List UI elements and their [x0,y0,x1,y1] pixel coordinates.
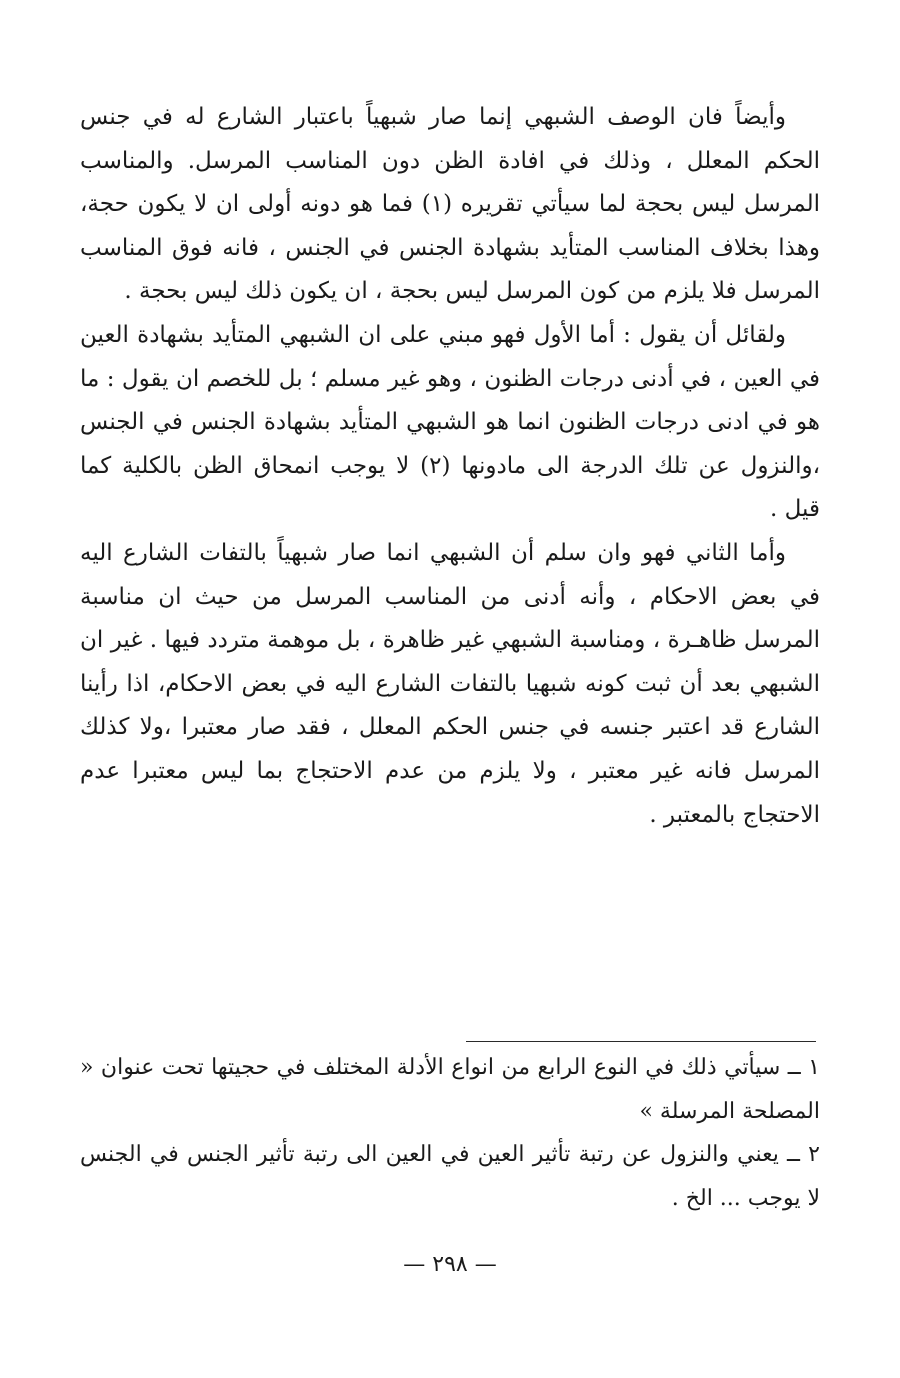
main-text [80,96,820,837]
paragraph-2: ولقائل أن يقول : أما الأول فهو مبني على ان الشبهي المتأيد بشهادة العين في العين ، في أدنى درجات الظنون ، وهو غير مسلم ؛ بل للخصم ان يقول : ما هو في ادنى درجات الظنون انما هو الشبهي المتأيد بشهادة الجنس في الجنس ،والنزول عن تلك الدرجة الى مادونها (٢) لا يوجب انمحاق الظن بالكلية كما قيل . [80,321,820,523]
footnote-divider [466,1041,816,1042]
footnotes [80,1046,820,1220]
paragraph-1: وأيضاً فان الوصف الشبهي إنما صار شبهياً باعتبار الشارع له في جنس الحكم المعلل ، وذلك في افادة الظن دون المناسب المرسل. والمناسب المرسل ليس بحجة لما سيأتي تقريره (١) فما هو دونه أولى ان لا يكون حجة، وهذا بخلاف المناسب المتأيد بشهادة الجنس في الجنس ، فانه فوق المناسب المرسل فلا يلزم من كون المرسل ليس بحجة ، ان يكون ذلك ليس بحجة . [80,104,821,305]
paragraph-3: وأما الثاني فهو وان سلم أن الشبهي انما صار شبهياً بالتفات الشارع اليه في بعض الاحكام ، وأنه أدنى من المناسب المرسل من حيث ان مناسبة المرسل ظاهـرة ، ومناسبة الشبهي غير ظاهرة ، بل موهمة متردد فيها . غير ان الشبهي بعد أن ثبت كونه شبهيا بالتفات الشارع اليه في بعض الاحكام، اذا رأينا الشارع قد اعتبر جنسه في جنس الحكم المعلل ، فقد صار معتبرا ،ولا كذلك المرسل فانه غير معتبر ، ولا يلزم من عدم الاحتجاج بما ليس معتبرا عدم الاحتجاج بالمعتبر . [80,539,820,828]
footnote-2: ٢ ــ يعني والنزول عن رتبة تأثير العين في العين الى رتبة تأثير الجنس في الجنس لا يوجب ... الخ . [80,1142,820,1211]
footnote-1: ١ ــ سيأتي ذلك في النوع الرابع من انواع الأدلة المختلف في حجيتها تحت عنوان « المصلحة المرسلة » [80,1055,820,1124]
page-number: — ٢٩٨ — [403,1252,497,1277]
